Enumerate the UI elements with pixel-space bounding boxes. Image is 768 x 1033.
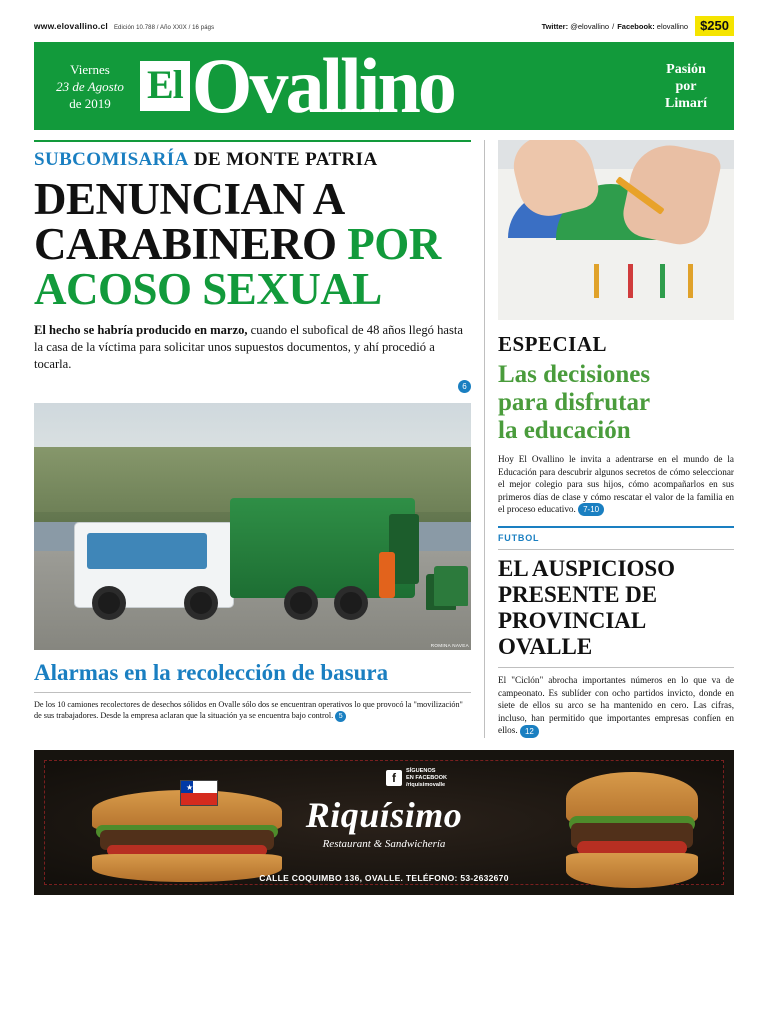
kicker-strong: SUBCOMISARÍA <box>34 149 189 170</box>
ad-facebook-line-1: SÍGUENOS <box>406 767 436 774</box>
education-photo <box>498 140 734 320</box>
stick-figure-drawing <box>660 264 665 298</box>
twitter-label <box>542 22 610 31</box>
education-headline-line-2: para disfrutar <box>498 389 651 416</box>
chile-flag-icon <box>180 780 218 806</box>
tagline-line-3: Limarí <box>665 95 707 111</box>
education-headline-line-3: la educación <box>498 417 631 444</box>
edition-info: Edición 10.788 / Año XXIX / 16 págs <box>113 25 215 31</box>
content-area <box>34 140 734 738</box>
truck-story-rule <box>34 692 471 693</box>
education-section-label: ESPECIAL <box>498 332 608 356</box>
masthead-date-full: 23 de Agosto <box>56 78 124 94</box>
truck-wheel <box>92 586 126 620</box>
truck-page-reference-badge[interactable]: 5 <box>335 711 346 722</box>
truck-story-deck-text: De los 10 camiones recolectores de desechos sólidos en Ovalle sólo dos se encuentran operativos lo que provocó la "movilización" de sus trabajadores. Desde la empresa aclaran que la situación ya se encuentra bajo control. <box>34 700 463 720</box>
football-headline-line-3: PROVINCIAL OVALLE <box>498 608 645 660</box>
facebook-handle[interactable]: elovallino <box>656 21 689 31</box>
sanitation-worker <box>379 552 395 598</box>
stick-figure-drawing <box>594 264 599 298</box>
truck-wheel <box>284 586 318 620</box>
right-column <box>484 140 734 738</box>
main-story-page-ref-wrap <box>34 377 471 395</box>
facebook-label <box>617 22 688 31</box>
education-body <box>498 453 734 516</box>
football-top-rule <box>498 526 734 528</box>
masthead-date-year: de 2019 <box>69 95 111 111</box>
tagline-line-1: Pasión <box>666 61 706 77</box>
top-bar-right <box>542 16 734 36</box>
kicker-rest: DE MONTE PATRIA <box>193 149 378 170</box>
top-bar <box>34 0 734 36</box>
garbage-bin <box>434 566 468 606</box>
logo-wordmark: Ovallino <box>191 42 454 130</box>
football-headline[interactable] <box>498 556 734 660</box>
lede-bold: El hecho se habría producido en marzo, <box>34 323 248 337</box>
stick-figure-drawing <box>688 264 693 298</box>
ad-facebook-handle[interactable]: /riquisimovalle <box>406 781 446 788</box>
twitter-label-text: Twitter: <box>541 21 569 31</box>
facebook-label-text: Facebook: <box>617 21 655 31</box>
football-section-tag: FUTBOL <box>498 533 540 544</box>
football-headline-line-1: EL AUSPICIOSO <box>498 556 676 582</box>
masthead-date <box>34 61 140 112</box>
logo-prefix: El <box>140 61 190 111</box>
education-headline[interactable] <box>498 361 734 445</box>
site-url[interactable]: www.elovallino.cl <box>34 21 108 31</box>
twitter-handle[interactable]: @elovallino <box>570 21 610 31</box>
stick-figure-drawing <box>628 264 633 298</box>
football-headline-line-2: PRESENTE DE <box>498 582 658 608</box>
truck-wheel <box>184 586 218 620</box>
burger-image-right <box>566 772 698 888</box>
headline-line-1: DENUNCIAN A <box>34 174 345 224</box>
ad-facebook-line-2: EN FACEBOOK <box>406 774 448 781</box>
masthead-tagline <box>642 61 734 112</box>
facebook-icon[interactable]: f <box>386 770 402 786</box>
main-story-lede <box>34 322 471 373</box>
headline-line-2 <box>34 219 471 269</box>
education-body-text: Hoy El Ovallino le invita a adentrarse en el mundo de la Educación para descubrir algunos secretos de cómo seleccionar el mejor colegio para sus hijos, cómo acompañarlos en sus primeros días de clase y cómo rescatar el valor de la familia en el proceso educativo. <box>498 454 734 514</box>
football-body <box>498 674 734 737</box>
garbage-truck-photo <box>34 403 471 650</box>
main-story-kicker <box>34 149 471 171</box>
lede-rest: cuando el subofical de 48 años llegó hasta la casa de la víctima para solicitar unos supuestos documentos, y ahí procedió a tocarla. <box>34 323 463 371</box>
ad-facebook-text <box>406 768 447 789</box>
social-separator: / <box>612 21 615 31</box>
masthead-date-day: Viernes <box>70 61 110 77</box>
photo-credit: ROMINA NAVEA <box>430 643 469 648</box>
tagline-line-2: por <box>675 78 697 94</box>
education-headline-line-1: Las decisiones <box>498 361 651 388</box>
top-bar-left <box>34 21 214 31</box>
ad-brand-subtitle: Restaurant & Sandwichería <box>322 837 446 850</box>
truck-story-deck <box>34 699 471 722</box>
price-badge: $250 <box>695 16 734 36</box>
flag-star: ★ <box>186 782 194 792</box>
truck-story-headline[interactable]: Alarmas en la recolección de basura <box>34 660 389 685</box>
flag-red-band <box>181 793 217 805</box>
education-page-reference-badge[interactable]: 7-10 <box>578 503 604 516</box>
main-story-headline[interactable] <box>34 174 471 314</box>
football-body-rule <box>498 667 734 668</box>
masthead-logo <box>140 42 642 130</box>
ad-facebook-callout[interactable] <box>386 768 447 789</box>
left-column <box>34 140 484 738</box>
masthead <box>34 42 734 130</box>
football-page-reference-badge[interactable]: 12 <box>520 725 539 738</box>
ad-brand-title: Riquísimo <box>305 794 463 835</box>
headline-line-2b: POR <box>347 219 441 269</box>
football-body-text: El "Ciclón" abrocha importantes números en lo que va de campeonato. Es sublíder con ocho partidos invicto, donde en siete de ellos su arco se ha mantenido en cero. Las cifras, incluso, han permitido que importantes empresas confíen en ellos. <box>498 675 734 736</box>
ad-contact-info: CALLE COQUIMBO 136, OVALLE. TELÉFONO: 53-2632670 <box>259 872 509 883</box>
truck-wheel <box>334 586 368 620</box>
left-top-rule <box>34 140 471 142</box>
page-reference-badge[interactable]: 6 <box>458 380 471 393</box>
headline-line-2a: CARABINERO <box>34 219 348 269</box>
headline-line-3: ACOSO SEXUAL <box>34 264 382 314</box>
football-thin-rule <box>498 549 734 550</box>
advertisement-banner[interactable] <box>34 750 734 895</box>
